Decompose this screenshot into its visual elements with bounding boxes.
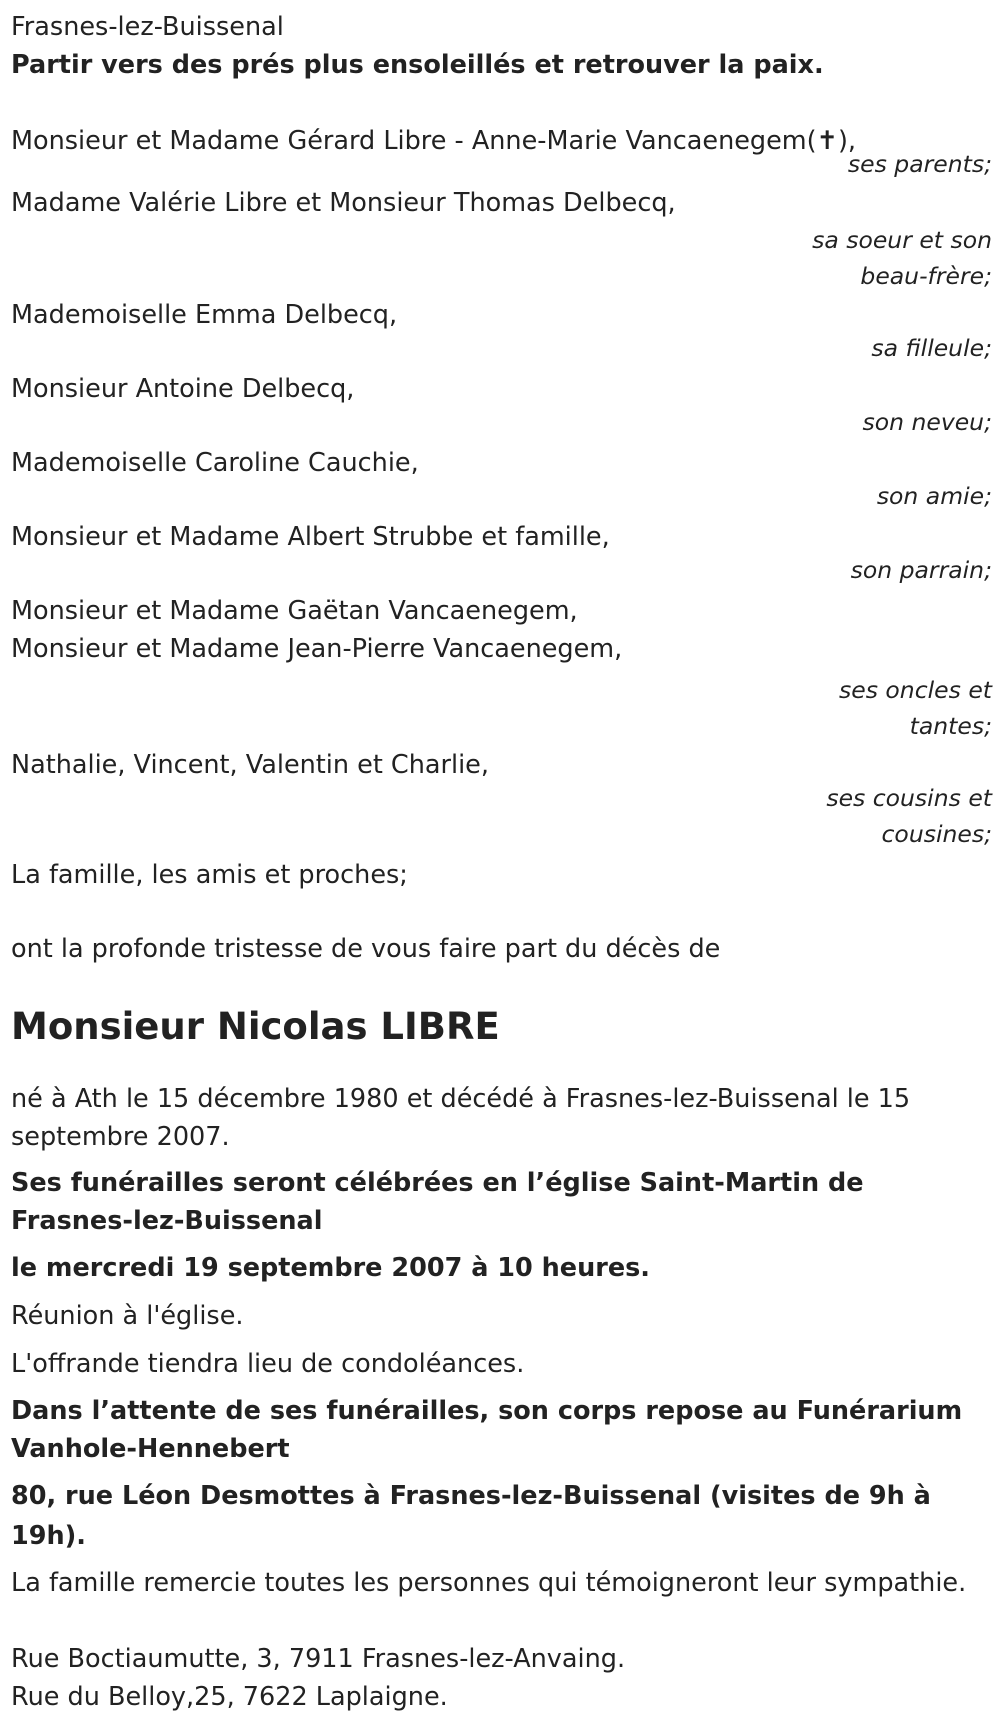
funeral-offering: L'offrande tiendra lieu de condoléances. <box>11 1349 525 1379</box>
family-relation: beau-frère; <box>860 262 992 290</box>
family-relation: sa filleule; <box>871 334 992 362</box>
family-names: Mademoiselle Caroline Cauchie, <box>11 448 419 478</box>
family-thanks: La famille remercie toutes les personnes qui témoigneront leur sympathie. <box>11 1568 967 1598</box>
family-relation: ses parents; <box>847 150 992 178</box>
funerarium-address: 80, rue Léon Desmottes à Frasnes-lez-Buissenal (visites de 9h à 19h). <box>11 1481 931 1551</box>
family-address: Rue Boctiaumutte, 3, 7911 Frasnes-lez-Anvaing. <box>11 1644 626 1674</box>
family-relation: son parrain; <box>850 556 992 584</box>
birth-death: né à Ath le 15 décembre 1980 et décédé à Frasnes-lez-Buissenal le 15 septembre 2007. <box>11 1084 911 1152</box>
announcement: ont la profonde tristesse de vous faire part du décès de <box>11 934 721 964</box>
header-motto: Partir vers des prés plus ensoleillés et retrouver la paix. <box>11 50 824 80</box>
deceased-name: Monsieur Nicolas LIBRE <box>11 1005 500 1048</box>
family-names: Monsieur et Madame Gaëtan Vancaenegem, <box>11 596 578 626</box>
obituary-notice <box>11 8 992 1716</box>
family-names: Monsieur et Madame Jean-Pierre Vancaenegem, <box>11 634 623 664</box>
funerarium: Dans l’attente de ses funérailles, son corps repose au Funérarium Vanhole-Hennebert <box>11 1396 963 1464</box>
family-names: Mademoiselle Emma Delbecq, <box>11 300 398 330</box>
family-relation: son amie; <box>876 482 992 510</box>
family-names: Monsieur Antoine Delbecq, <box>11 374 355 404</box>
family-names: Monsieur et Madame Albert Strubbe et famille, <box>11 522 610 552</box>
family-relation: tantes; <box>909 712 992 740</box>
family-relation: sa soeur et son <box>812 226 992 254</box>
family-names: Monsieur et Madame Gérard Libre - Anne-Marie Vancaenegem(✝), <box>11 126 856 156</box>
funeral-church: Ses funérailles seront célébrées en l’église Saint-Martin de Frasnes-lez-Buissenal <box>11 1168 864 1236</box>
funeral-meeting: Réunion à l'église. <box>11 1301 244 1331</box>
family-names: La famille, les amis et proches; <box>11 860 408 890</box>
family-names: Nathalie, Vincent, Valentin et Charlie, <box>11 750 489 780</box>
family-relation: ses oncles et <box>839 676 992 704</box>
family-relation: son neveu; <box>862 408 992 436</box>
funeral-date: le mercredi 19 septembre 2007 à 10 heures. <box>11 1253 650 1283</box>
family-relation: ses cousins et <box>826 784 992 812</box>
family-relation: cousines; <box>881 820 992 848</box>
header-place: Frasnes-lez-Buissenal <box>11 12 284 42</box>
family-names: Madame Valérie Libre et Monsieur Thomas Delbecq, <box>11 188 676 218</box>
family-address: Rue du Belloy,25, 7622 Laplaigne. <box>11 1682 448 1712</box>
